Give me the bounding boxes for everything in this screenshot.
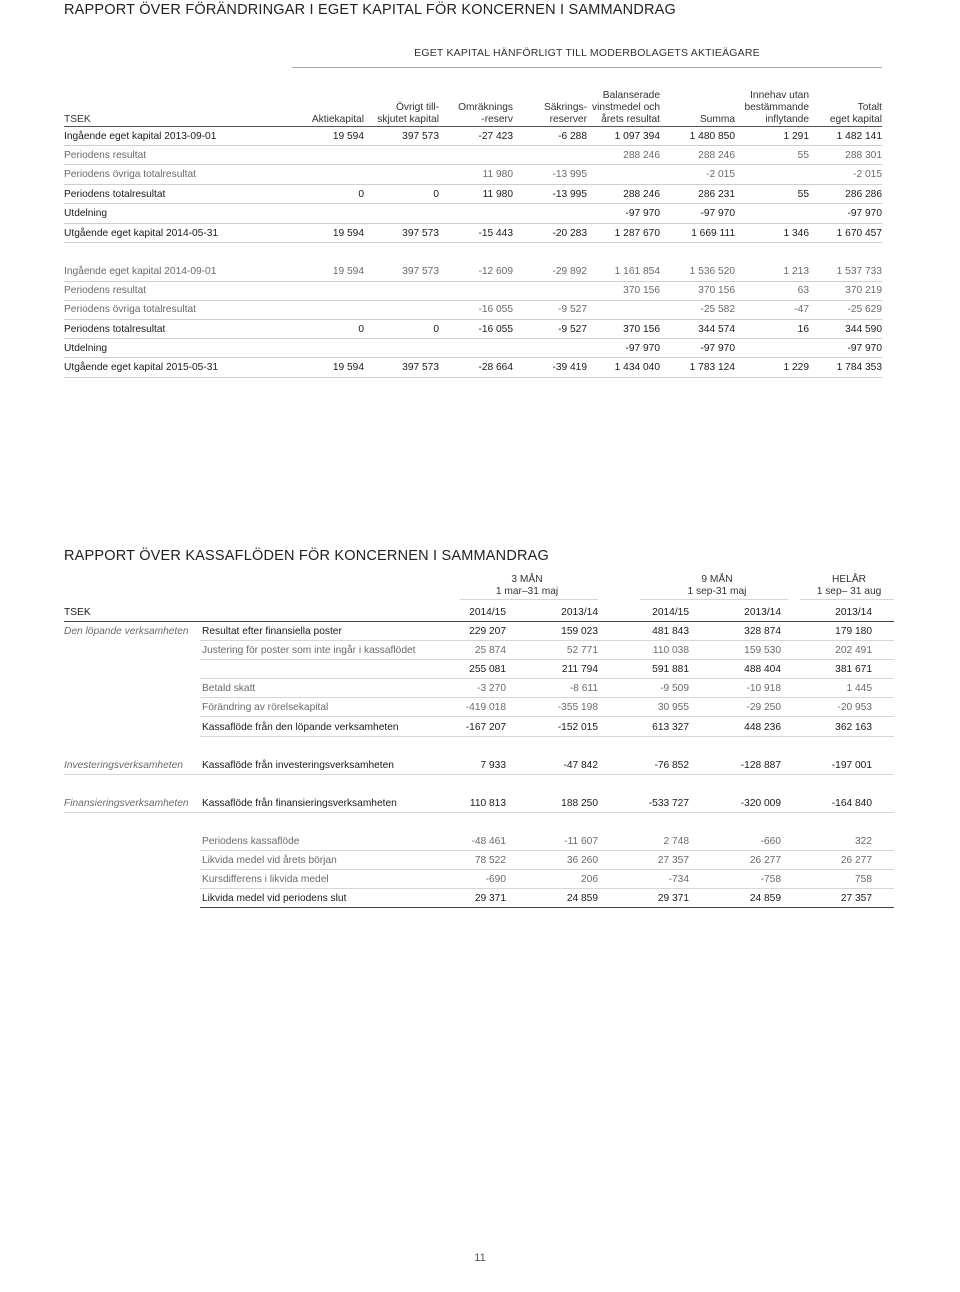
- cashflow-section-label: Investeringsverksamheten: [64, 760, 183, 771]
- equity-value-cell: -97 970: [700, 208, 735, 219]
- cashflow-value-cell: -758: [760, 874, 781, 885]
- equity-value-cell: -97 970: [625, 343, 660, 354]
- cashflow-value-cell: 25 874: [474, 645, 506, 656]
- cashflow-value-cell: 110 813: [469, 798, 506, 809]
- equity-value-cell: 1 783 124: [689, 362, 735, 373]
- equity-subheading: EGET KAPITAL HÄNFÖRLIGT TILL MODERBOLAGETS AKTIEÄGARE: [414, 47, 760, 59]
- equity-row-label: Periodens övriga totalresultat: [64, 169, 196, 180]
- equity-value-cell: -20 283: [552, 228, 587, 239]
- cashflow-value-cell: 36 260: [566, 855, 598, 866]
- equity-value-cell: 55: [797, 150, 809, 161]
- equity-value-cell: 19 594: [332, 362, 364, 373]
- equity-row: [64, 185, 882, 204]
- equity-value-cell: 288 246: [623, 150, 660, 161]
- equity-value-cell: -47: [794, 304, 809, 315]
- equity-value-cell: 1 287 670: [614, 228, 660, 239]
- period-underline: [640, 599, 788, 600]
- equity-value-cell: 16: [797, 324, 809, 335]
- cashflow-value-cell: 30 955: [657, 702, 689, 713]
- period-range: 1 sep-31 maj: [687, 586, 747, 597]
- cashflow-value-cell: 481 843: [652, 626, 689, 637]
- equity-value-cell: -12 609: [478, 266, 513, 277]
- cashflow-value-cell: 29 371: [657, 893, 689, 904]
- cashflow-row-label: Kassaflöde från den löpande verksamheten: [202, 722, 399, 733]
- cashflow-row-label: Justering för poster som inte ingår i kassaflödet: [202, 645, 416, 656]
- cashflow-header-year: 2014/15: [652, 607, 689, 618]
- equity-value-cell: 1 669 111: [691, 228, 735, 239]
- equity-value-cell: 55: [797, 189, 809, 200]
- equity-header-cell: Innehav utan bestämmande inflytande: [744, 90, 809, 125]
- equity-value-cell: -25 582: [700, 304, 735, 315]
- cashflow-row-divider: [200, 888, 894, 889]
- equity-value-cell: 1 161 854: [614, 266, 660, 277]
- cashflow-value-cell: -734: [668, 874, 689, 885]
- equity-row-divider: [64, 242, 882, 243]
- equity-value-cell: -29 892: [552, 266, 587, 277]
- equity-row-label: Ingående eget kapital 2014-09-01: [64, 266, 217, 277]
- equity-value-cell: -13 995: [552, 169, 587, 180]
- cashflow-report-title: RAPPORT ÖVER KASSAFLÖDEN FÖR KONCERNEN I SAMMANDRAG: [64, 548, 550, 564]
- cashflow-value-cell: 159 023: [561, 626, 598, 637]
- equity-value-cell: 1 434 040: [614, 362, 660, 373]
- equity-value-cell: -16 055: [478, 324, 513, 335]
- equity-value-cell: 370 156: [623, 324, 660, 335]
- cashflow-row-label: Kursdifferens i likvida medel: [202, 874, 329, 885]
- cashflow-value-cell: 27 357: [657, 855, 689, 866]
- cashflow-row-divider: [200, 659, 894, 660]
- cashflow-value-cell: 24 859: [566, 893, 598, 904]
- cashflow-value-cell: 448 236: [744, 722, 781, 733]
- cashflow-row-divider: [64, 621, 894, 622]
- equity-value-cell: 370 219: [845, 285, 882, 296]
- cashflow-value-cell: 52 771: [566, 645, 598, 656]
- cashflow-value-cell: 229 207: [469, 626, 506, 637]
- equity-header-cell: Summa: [699, 114, 735, 125]
- cashflow-value-cell: 381 671: [835, 664, 872, 675]
- equity-value-cell: 1 213: [783, 266, 809, 277]
- period-label: 3 MÅN: [511, 574, 543, 585]
- cashflow-row-label: Kassaflöde från investeringsverksamheten: [202, 760, 394, 771]
- cashflow-row-divider: [200, 640, 894, 641]
- equity-header-cell: Aktiekapital: [311, 114, 364, 125]
- cashflow-value-cell: -76 852: [654, 760, 689, 771]
- equity-row-label: Utgående eget kapital 2015-05-31: [64, 362, 219, 373]
- cashflow-value-cell: -197 001: [831, 760, 872, 771]
- equity-row: [64, 146, 882, 165]
- equity-value-cell: -9 527: [558, 304, 587, 315]
- equity-row: [64, 300, 882, 319]
- equity-row-label: Ingående eget kapital 2013-09-01: [64, 131, 217, 142]
- equity-row-divider: [64, 145, 882, 146]
- cashflow-value-cell: -167 207: [465, 722, 506, 733]
- cashflow-value-cell: -320 009: [740, 798, 781, 809]
- equity-value-cell: 344 574: [698, 324, 735, 335]
- cashflow-value-cell: 202 491: [835, 645, 872, 656]
- equity-table-header: [64, 90, 882, 126]
- equity-row-divider: [64, 338, 882, 339]
- cashflow-value-cell: 211 794: [561, 664, 598, 675]
- equity-value-cell: 344 590: [845, 324, 882, 335]
- cashflow-row-divider: [200, 869, 894, 870]
- cashflow-row-divider: [200, 850, 894, 851]
- equity-header-cell: Övrigt till- skjutet kapital: [377, 102, 439, 125]
- equity-row-label: Utgående eget kapital 2014-05-31: [64, 228, 219, 239]
- equity-value-cell: -97 970: [847, 208, 882, 219]
- cashflow-row-divider: [200, 716, 894, 717]
- equity-row-divider: [64, 126, 882, 127]
- cashflow-header-year: 2013/14: [561, 607, 598, 618]
- equity-value-cell: 397 573: [402, 228, 439, 239]
- subheading-rule: [292, 67, 882, 68]
- cashflow-row-label: Förändring av rörelsekapital: [202, 702, 329, 713]
- period-underline: [460, 599, 598, 600]
- equity-value-cell: 63: [797, 285, 809, 296]
- equity-value-cell: 1 346: [783, 228, 809, 239]
- period-label: 9 MÅN: [701, 574, 733, 585]
- cashflow-value-cell: 1 445: [846, 683, 872, 694]
- equity-value-cell: 288 246: [623, 189, 660, 200]
- equity-row-divider: [64, 203, 882, 204]
- equity-value-cell: -97 970: [700, 343, 735, 354]
- equity-value-cell: 288 246: [698, 150, 735, 161]
- cashflow-value-cell: 27 357: [840, 893, 872, 904]
- equity-value-cell: -25 629: [847, 304, 882, 315]
- cashflow-header-year: 2013/14: [835, 607, 872, 618]
- equity-value-cell: 0: [358, 189, 364, 200]
- cashflow-value-cell: -20 953: [837, 702, 872, 713]
- cashflow-value-cell: 591 881: [652, 664, 689, 675]
- cashflow-value-cell: -9 509: [660, 683, 689, 694]
- equity-row-divider: [64, 223, 882, 224]
- cashflow-value-cell: -690: [485, 874, 506, 885]
- equity-value-cell: 19 594: [332, 266, 364, 277]
- equity-value-cell: 286 231: [698, 189, 735, 200]
- equity-value-cell: 286 286: [845, 189, 882, 200]
- equity-row-label: Periodens totalresultat: [64, 189, 166, 200]
- cashflow-value-cell: -29 250: [746, 702, 781, 713]
- equity-header-cell: Säkrings- reserver: [543, 102, 587, 125]
- equity-value-cell: -2 015: [853, 169, 882, 180]
- period-underline: [800, 599, 894, 600]
- cashflow-value-cell: -152 015: [557, 722, 598, 733]
- cashflow-row-divider: [200, 697, 894, 698]
- equity-value-cell: 0: [433, 324, 439, 335]
- cashflow-value-cell: 26 277: [749, 855, 781, 866]
- cashflow-value-cell: 206: [581, 874, 598, 885]
- equity-value-cell: -39 419: [552, 362, 587, 373]
- cashflow-value-cell: 78 522: [474, 855, 506, 866]
- equity-value-cell: 0: [433, 189, 439, 200]
- equity-row-label: Utdelning: [64, 343, 108, 354]
- equity-value-cell: -2 015: [706, 169, 735, 180]
- cashflow-value-cell: -419 018: [465, 702, 506, 713]
- equity-row: [64, 262, 882, 281]
- cashflow-value-cell: 110 038: [652, 645, 689, 656]
- equity-row: [64, 358, 882, 377]
- equity-value-cell: 288 301: [845, 150, 882, 161]
- cashflow-row-divider: [200, 678, 894, 679]
- equity-value-cell: -97 970: [625, 208, 660, 219]
- cashflow-value-cell: 2 748: [663, 836, 689, 847]
- cashflow-value-cell: 188 250: [561, 798, 598, 809]
- page-number: 11: [474, 1252, 486, 1264]
- equity-row: [64, 320, 882, 339]
- equity-header-cell: Omräknings -reserv: [458, 102, 513, 125]
- cashflow-value-cell: 758: [855, 874, 872, 885]
- equity-row: [64, 204, 882, 223]
- equity-value-cell: 1 537 733: [836, 266, 882, 277]
- cashflow-row-label: Periodens kassaflöde: [202, 836, 300, 847]
- equity-value-cell: 1 784 353: [836, 362, 882, 373]
- equity-row: [64, 281, 882, 300]
- cashflow-value-cell: 159 530: [744, 645, 781, 656]
- period-range: 1 mar–31 maj: [495, 586, 559, 597]
- equity-value-cell: 1 482 141: [836, 131, 882, 142]
- equity-row: [64, 339, 882, 358]
- equity-value-cell: 1 536 520: [689, 266, 735, 277]
- cashflow-value-cell: 179 180: [835, 626, 872, 637]
- cashflow-value-cell: -355 198: [557, 702, 598, 713]
- equity-value-cell: 397 573: [402, 362, 439, 373]
- equity-value-cell: 11 980: [482, 169, 513, 180]
- cashflow-row-divider: [200, 736, 894, 737]
- equity-row: [64, 127, 882, 146]
- equity-value-cell: -15 443: [478, 228, 513, 239]
- cashflow-value-cell: 7 933: [480, 760, 506, 771]
- cashflow-header-year: 2014/15: [469, 607, 506, 618]
- equity-row-divider: [64, 164, 882, 165]
- equity-value-cell: 370 156: [698, 285, 735, 296]
- equity-value-cell: 1 229: [783, 362, 809, 373]
- cashflow-period-header: [467, 574, 587, 598]
- equity-value-cell: -6 288: [558, 131, 587, 142]
- cashflow-value-cell: 362 163: [835, 722, 872, 733]
- cashflow-row-label: Likvida medel vid årets början: [202, 855, 337, 866]
- cashflow-header-year: 2013/14: [744, 607, 781, 618]
- equity-header-cell: Totalt eget kapital: [829, 102, 882, 125]
- equity-value-cell: 11 980: [482, 189, 513, 200]
- cashflow-row-label: Likvida medel vid periodens slut: [202, 893, 347, 904]
- cashflow-value-cell: -128 887: [740, 760, 781, 771]
- period-range: 1 sep– 31 aug: [816, 586, 882, 597]
- cashflow-value-cell: -10 918: [746, 683, 781, 694]
- equity-header-cell: TSEK: [64, 114, 91, 125]
- period-label: HELÅR: [832, 574, 866, 585]
- cashflow-value-cell: -48 461: [471, 836, 506, 847]
- equity-value-cell: 397 573: [402, 266, 439, 277]
- equity-row-divider: [64, 281, 882, 282]
- equity-value-cell: -97 970: [847, 343, 882, 354]
- equity-value-cell: -28 664: [478, 362, 513, 373]
- equity-row-label: Periodens resultat: [64, 285, 147, 296]
- equity-value-cell: -16 055: [478, 304, 513, 315]
- equity-row: [64, 165, 882, 184]
- equity-row-divider: [64, 357, 882, 358]
- cashflow-value-cell: 24 859: [749, 893, 781, 904]
- equity-row-divider: [64, 377, 882, 378]
- cashflow-value-cell: 488 404: [744, 664, 781, 675]
- equity-row-divider: [64, 319, 882, 320]
- cashflow-value-cell: 613 327: [652, 722, 689, 733]
- cashflow-row-divider: [200, 907, 894, 908]
- equity-value-cell: 1 097 394: [614, 131, 660, 142]
- cashflow-value-cell: 26 277: [840, 855, 872, 866]
- cashflow-value-cell: -3 270: [477, 683, 506, 694]
- cashflow-section-label: Den löpande verksamheten: [64, 626, 189, 637]
- cashflow-value-cell: 255 081: [469, 664, 506, 675]
- equity-value-cell: 1 670 457: [836, 228, 882, 239]
- equity-row-divider: [64, 300, 882, 301]
- equity-value-cell: 1 291: [783, 131, 809, 142]
- equity-value-cell: 1 480 850: [689, 131, 735, 142]
- cashflow-value-cell: -11 607: [564, 836, 598, 847]
- cashflow-value-cell: -164 840: [831, 798, 872, 809]
- cashflow-value-cell: -47 842: [563, 760, 598, 771]
- equity-value-cell: 0: [358, 324, 364, 335]
- equity-value-cell: 19 594: [332, 131, 364, 142]
- cashflow-value-cell: -8 611: [569, 683, 598, 694]
- cashflow-section-label: Finansieringsverksamheten: [64, 798, 189, 809]
- cashflow-row-divider: [64, 774, 894, 775]
- cashflow-period-header: [657, 574, 777, 598]
- cashflow-row-divider: [64, 812, 894, 813]
- cashflow-value-cell: 328 874: [744, 626, 781, 637]
- cashflow-row-label: Betald skatt: [202, 683, 256, 694]
- cashflow-row-label: Kassaflöde från finansieringsverksamheten: [202, 798, 397, 809]
- equity-value-cell: -13 995: [552, 189, 587, 200]
- cashflow-value-cell: 322: [855, 836, 872, 847]
- cashflow-row-label: Resultat efter finansiella poster: [202, 626, 342, 637]
- equity-value-cell: -27 423: [478, 131, 513, 142]
- equity-report-title: RAPPORT ÖVER FÖRÄNDRINGAR I EGET KAPITAL FÖR KONCERNEN I SAMMANDRAG: [64, 2, 677, 18]
- equity-value-cell: 370 156: [623, 285, 660, 296]
- equity-value-cell: 19 594: [332, 228, 364, 239]
- equity-row-label: Periodens totalresultat: [64, 324, 166, 335]
- equity-row-label: Utdelning: [64, 208, 108, 219]
- cashflow-header-tsek: TSEK: [64, 607, 91, 618]
- cashflow-value-cell: 29 371: [474, 893, 506, 904]
- equity-row: [64, 224, 882, 243]
- cashflow-period-header: [789, 574, 909, 598]
- equity-value-cell: 397 573: [402, 131, 439, 142]
- equity-row-label: Periodens resultat: [64, 150, 147, 161]
- cashflow-value-cell: -660: [760, 836, 781, 847]
- equity-row-label: Periodens övriga totalresultat: [64, 304, 196, 315]
- equity-row-divider: [64, 184, 882, 185]
- cashflow-value-cell: -533 727: [648, 798, 689, 809]
- equity-header-cell: Balanserade vinstmedel och årets resultat: [592, 90, 660, 125]
- equity-value-cell: -9 527: [558, 324, 587, 335]
